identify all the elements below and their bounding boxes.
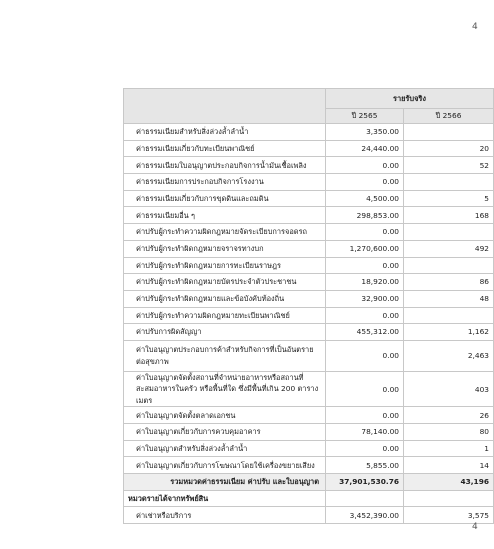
value-2566: 26 — [404, 407, 494, 424]
section-blank-2566 — [404, 490, 494, 507]
row-label: ค่าใบอนุญาตจัดตั้งสถานที่จำหน่ายอาหารหรือสถานที่สะสมอาหารในครัว หรือพื้นที่ใด ซึ่งมีพื้นที่เกิน 200 ตารางเมตร — [124, 371, 326, 406]
value-2565: 32,900.00 — [326, 290, 404, 307]
table-row — [124, 224, 494, 241]
table-row — [124, 340, 494, 371]
value-2565: 0.00 — [326, 307, 404, 324]
table-row — [124, 440, 494, 457]
value-2565: 298,853.00 — [326, 207, 404, 224]
table-row — [124, 140, 494, 157]
row-label: ค่าธรรมเนียมการประกอบกิจการโรงงาน — [124, 174, 326, 191]
row-label: ค่าใบอนุญาตเกี่ยวกับการควบคุมอาคาร — [124, 424, 326, 441]
value-2566: 1 — [404, 440, 494, 457]
total-2566: 43,196 — [404, 474, 494, 491]
value-2565: 0.00 — [326, 440, 404, 457]
page-number-top: 4 — [472, 22, 478, 32]
value-2565: 24,440.00 — [326, 140, 404, 157]
table-row — [124, 424, 494, 441]
value-2565: 0.00 — [326, 407, 404, 424]
value-2566: 80 — [404, 424, 494, 441]
value-2566: 1,162 — [404, 324, 494, 341]
value-2565: 0.00 — [326, 157, 404, 174]
row-label: ค่าธรรมเนียมสำหรับสิ่งล่วงล้ำลำน้ำ — [124, 124, 326, 141]
value-2566: 86 — [404, 274, 494, 291]
revenue-table — [123, 88, 494, 524]
value-2565: 0.00 — [326, 340, 404, 371]
total-label: รวมหมวดค่าธรรมเนียม ค่าปรับ และใบอนุญาต — [124, 474, 326, 491]
table-row — [124, 371, 494, 406]
value-2565: 0.00 — [326, 371, 404, 406]
table-row — [124, 124, 494, 141]
value-2566: 2,463 — [404, 340, 494, 371]
value-2566: 14 — [404, 457, 494, 474]
section-blank-2565 — [326, 490, 404, 507]
row-label: ค่าธรรมเนียมเกี่ยวกับทะเบียนพาณิชย์ — [124, 140, 326, 157]
value-2566: 403 — [404, 371, 494, 406]
value-2566: 20 — [404, 140, 494, 157]
section-row — [124, 490, 494, 507]
value-2565: 0.00 — [326, 257, 404, 274]
table-row — [124, 274, 494, 291]
table-row — [124, 207, 494, 224]
page-number-bottom: 4 — [472, 522, 478, 532]
value-2565: 455,312.00 — [326, 324, 404, 341]
value-2565: 1,270,600.00 — [326, 240, 404, 257]
row-label: ค่าธรรมเนียมใบอนุญาตประกอบกิจการน้ำมันเชื้อเพลิง — [124, 157, 326, 174]
row-label: ค่าธรรมเนียมอื่น ๆ — [124, 207, 326, 224]
value-2566 — [404, 124, 494, 141]
row-label: ค่าปรับการผิดสัญญา — [124, 324, 326, 341]
year-2566-header: ปี 2566 — [404, 109, 494, 124]
row-label: ค่าปรับผู้กระทำความผิดกฎหมายจัดระเบียบการจอดรถ — [124, 224, 326, 241]
value-2565: 3,452,390.00 — [326, 507, 404, 524]
row-label: ค่าใบอนุญาตจัดตั้งตลาดเอกชน — [124, 407, 326, 424]
value-2566: 5 — [404, 190, 494, 207]
value-2566: 48 — [404, 290, 494, 307]
value-2566: 3,575 — [404, 507, 494, 524]
value-2565: 0.00 — [326, 174, 404, 191]
table-row — [124, 257, 494, 274]
row-label: ค่าใบอนุญาตเกี่ยวกับการโฆษณาโดยใช้เครื่องขยายเสียง — [124, 457, 326, 474]
row-label: ค่าปรับผู้กระทำผิดกฎหมายการทะเบียนราษฎร — [124, 257, 326, 274]
value-2566 — [404, 307, 494, 324]
header-blank — [124, 89, 326, 124]
value-2565: 4,500.00 — [326, 190, 404, 207]
value-2566 — [404, 174, 494, 191]
value-2565: 3,350.00 — [326, 124, 404, 141]
table-row — [124, 307, 494, 324]
table-body — [124, 124, 494, 524]
total-2565: 37,901,530.76 — [326, 474, 404, 491]
row-label: ค่าปรับผู้กระทำผิดกฎหมายจราจรทางบก — [124, 240, 326, 257]
table-row — [124, 157, 494, 174]
row-label: ค่าธรรมเนียมเกี่ยวกับการขุดดินและถมดิน — [124, 190, 326, 207]
section-label: หมวดรายได้จากทรัพย์สิน — [124, 490, 326, 507]
table-row — [124, 174, 494, 191]
value-2566: 168 — [404, 207, 494, 224]
row-label: ค่าเช่าหรือบริการ — [124, 507, 326, 524]
row-label: ค่าปรับผู้กระทำผิดกฎหมายและข้อบังคับท้องถิ่น — [124, 290, 326, 307]
row-label: ค่าปรับผู้กระทำความผิดกฎหมายทะเบียนพาณิชย์ — [124, 307, 326, 324]
table-row — [124, 407, 494, 424]
table-row — [124, 290, 494, 307]
value-2565: 5,855.00 — [326, 457, 404, 474]
value-2565: 78,140.00 — [326, 424, 404, 441]
value-2566 — [404, 257, 494, 274]
value-2565: 0.00 — [326, 224, 404, 241]
table-row — [124, 190, 494, 207]
table-row — [124, 507, 494, 524]
actual-revenue-header: รายรับจริง — [326, 89, 494, 109]
row-label: ค่าใบอนุญาตสำหรับสิ่งล่วงล้ำลำน้ำ — [124, 440, 326, 457]
table-row — [124, 457, 494, 474]
row-label: ค่าใบอนุญาตประกอบการค้าสำหรับกิจการที่เป็นอันตรายต่อสุขภาพ — [124, 340, 326, 371]
value-2566 — [404, 224, 494, 241]
table-row — [124, 324, 494, 341]
total-row — [124, 474, 494, 491]
year-2565-header: ปี 2565 — [326, 109, 404, 124]
row-label: ค่าปรับผู้กระทำผิดกฎหมายบัตรประจำตัวประชาชน — [124, 274, 326, 291]
value-2566: 52 — [404, 157, 494, 174]
table-row — [124, 240, 494, 257]
value-2566: 492 — [404, 240, 494, 257]
value-2565: 18,920.00 — [326, 274, 404, 291]
